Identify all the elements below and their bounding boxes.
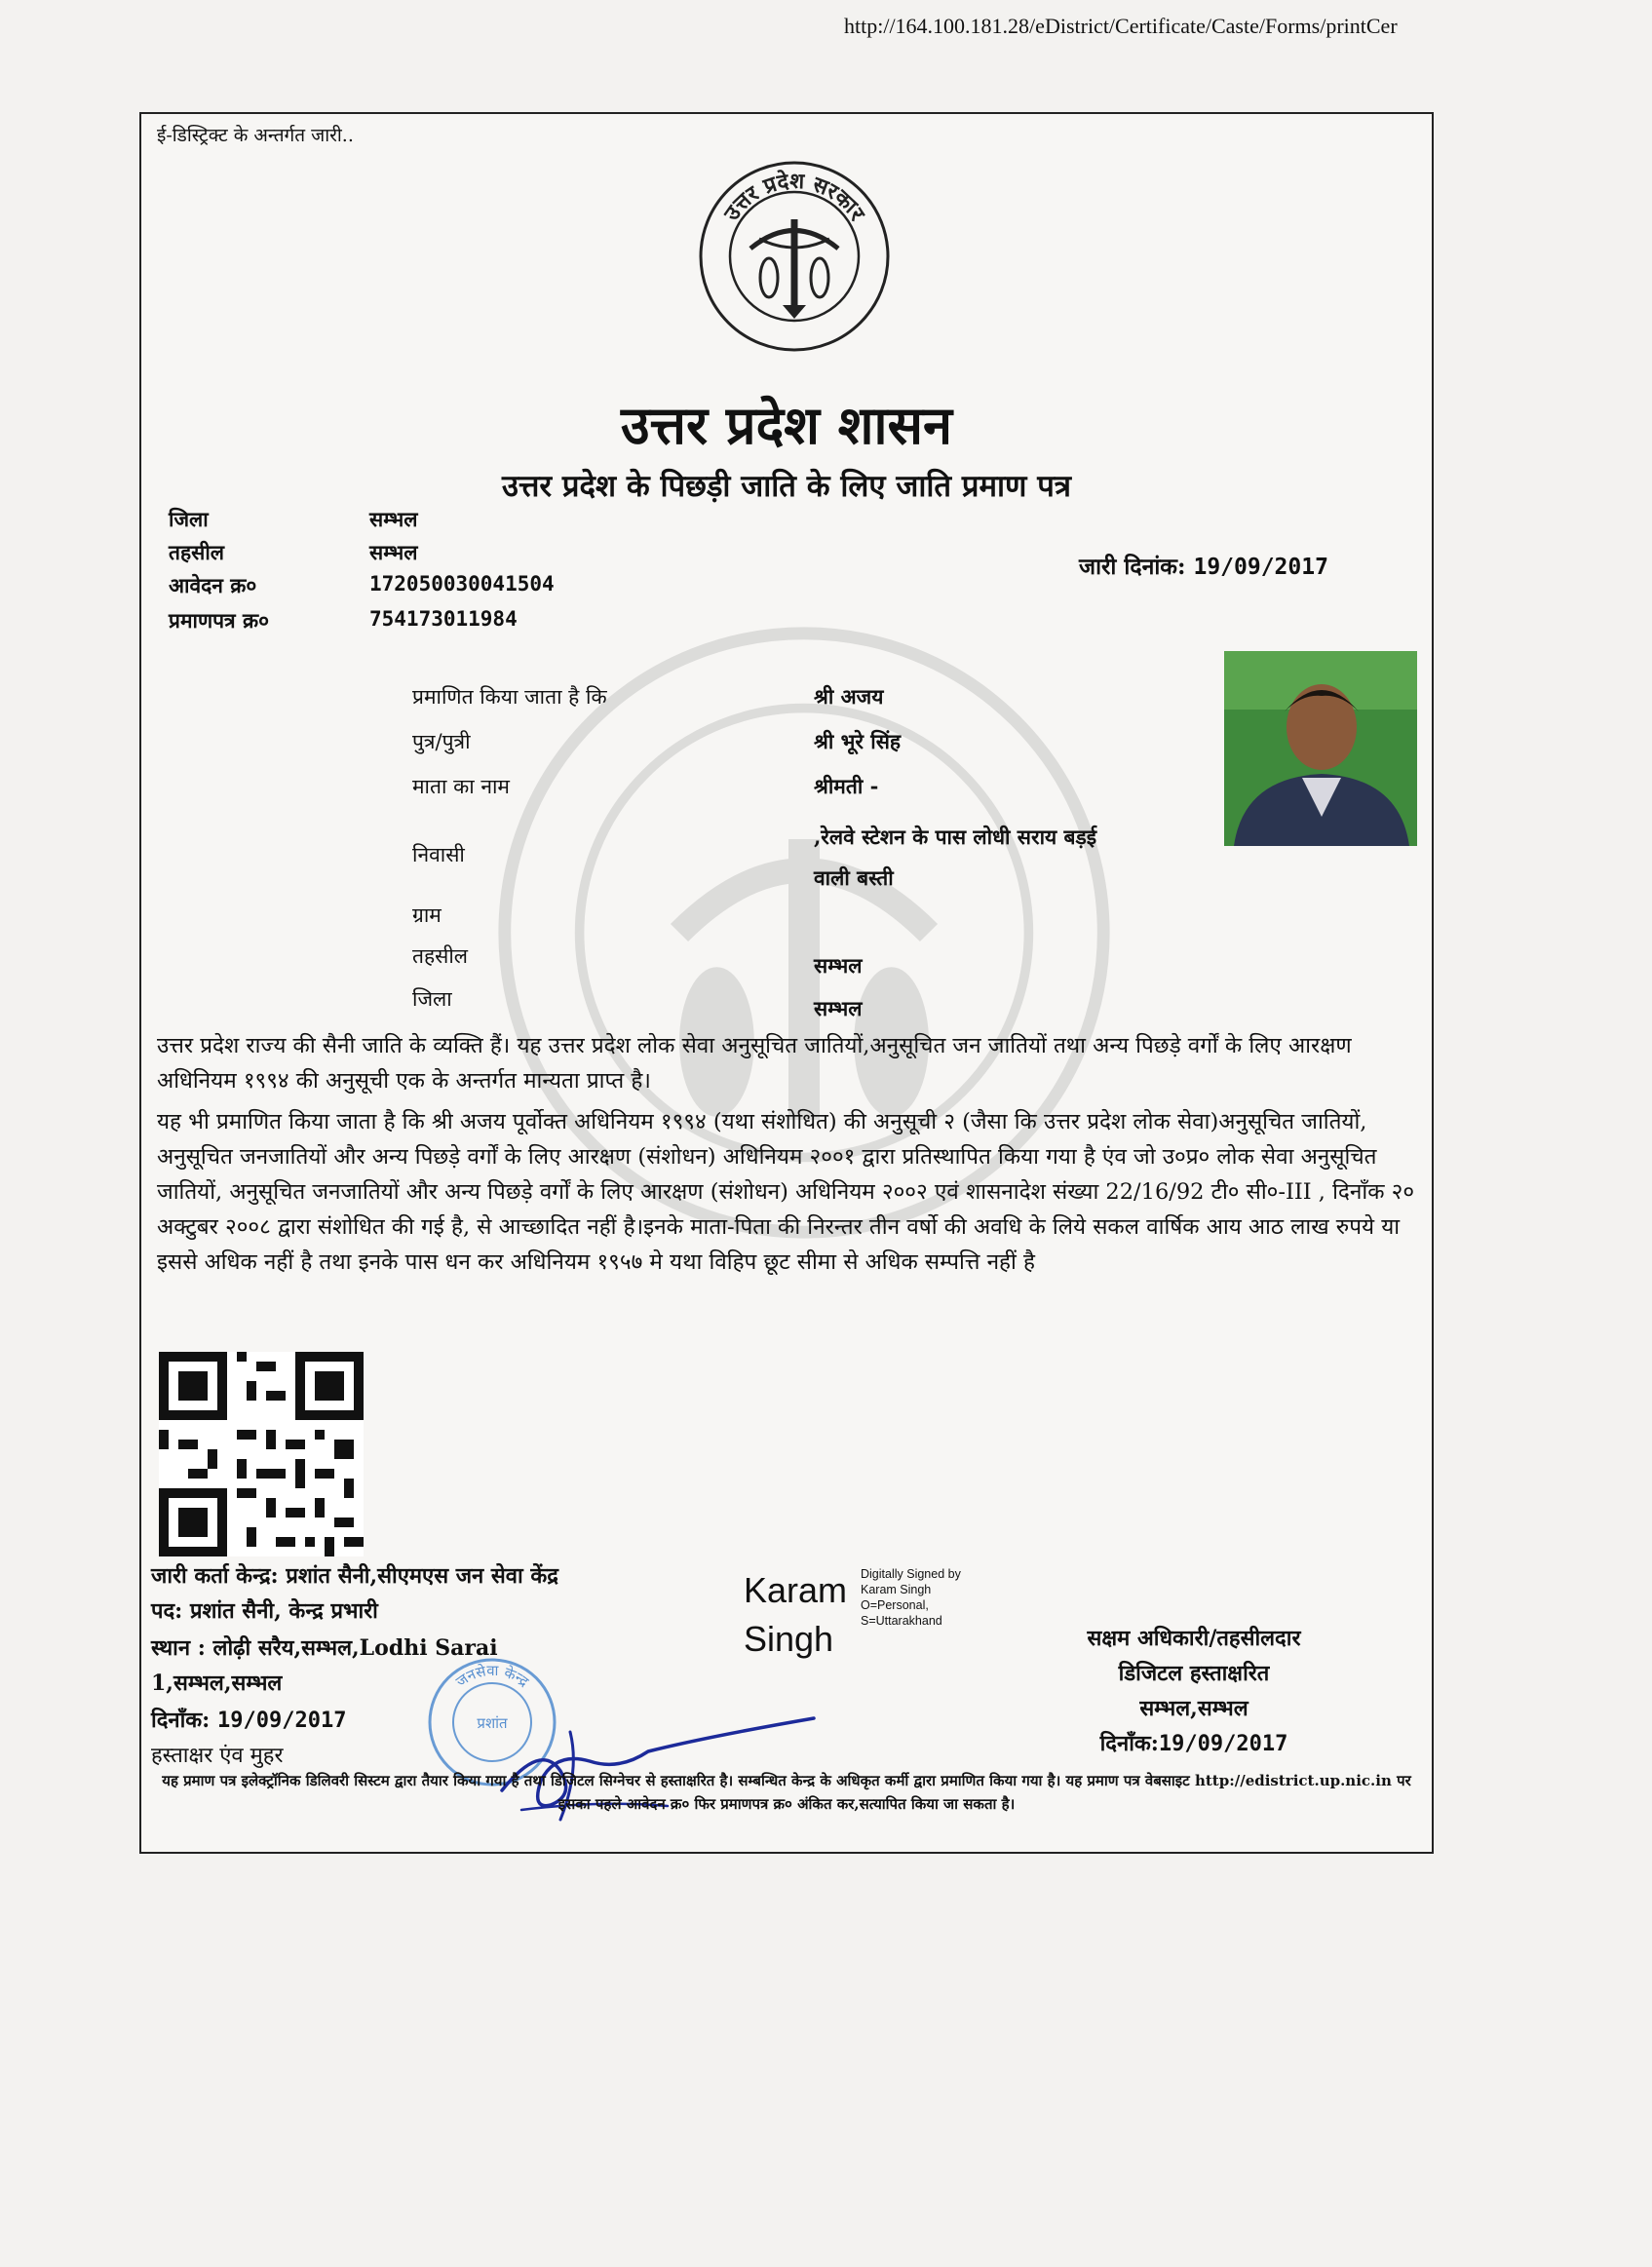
issuer-location: स्थान : लोढ़ी सरैय,सम्भल,Lodhi Sarai [151,1635,498,1661]
issuer-center: जारी कर्ता केन्द्र: प्रशांत सैनी,सीएमएस जन सेवा केंद्र [151,1563,558,1589]
application-label: आवेदन क्र० [169,573,257,597]
officer-digital-signed: डिजिटल हस्ताक्षरित [1118,1661,1270,1686]
officer-date-value: 19/09/2017 [1158,1732,1288,1756]
browser-url: http://164.100.181.28/eDistrict/Certificate/Caste/Forms/printCer [844,14,1398,38]
certified-label: प्रमाणित किया जाता है कि [412,685,607,709]
issue-date [1079,550,1328,581]
resident-address-line2: वाली बस्ती [814,865,894,890]
issuer-date [151,1705,346,1734]
stamp-text-center: प्रशांत [477,1714,508,1732]
issuer-date-value: 19/09/2017 [216,1709,347,1733]
signature-info-line: S=Uttarakhand [861,1614,942,1628]
certificate-label: प्रमाणपत्र क्र० [169,608,270,633]
tehsil-label: तहसील [169,540,224,564]
up-government-emblem-icon [697,159,892,354]
government-title: उत्तर प्रदेश शासन [621,394,952,456]
issued-under-note: ई-डिस्ट्रिक्ट के अन्तर्गत जारी.. [157,125,354,146]
sign-and-seal-label: हस्ताक्षर एंव मुहर [151,1744,284,1768]
issuer-designation: पद: प्रशांत सैनी, केन्द्र प्रभारी [151,1598,378,1624]
application-number: 172050030041504 [369,572,555,596]
district-label: जिला [169,507,209,531]
svg-text:उत्तर प्रदेश सरकार [718,168,870,226]
detail-tehsil-label: तहसील [412,944,468,968]
detail-tehsil-value: सम्भल [814,953,863,978]
officer-designation: सक्षम अधिकारी/तहसीलदार [1087,1626,1301,1651]
resident-address-line1: ,रेलवे स्टेशन के पास लोधी सराय बड़ई [814,825,1097,849]
emblem-text: उत्तर प्रदेश सरकार [718,168,870,226]
certificate [139,112,1434,1854]
verification-footnote: यह प्रमाण पत्र इलेक्ट्रॉनिक डिलिवरी सिस्टम द्वारा तैयार किया गया है तथा डिजिटल सिग्नेचर से हस्ताक्षरित है। सम्बन्धित केन्द्र के अधिकृत कर्मी द्वारा प्रमाणित किया गया है। यह प्रमाण पत्र वेबसाइट http://edistrict.up.nic.in पर इसका पहले आवेदन क्र० फिर प्रमाणपत्र क्र० अंकित कर,सत्यापित किया जा सकता है। [162,1772,1411,1813]
village-label: ग्राम [412,903,442,927]
certificate-title: उत्तर प्रदेश के पिछड़ी जाति के लिए जाति प्रमाण पत्र [502,469,1071,504]
signer-last-name: Singh [744,1619,834,1659]
officer-date [1009,1728,1379,1757]
son-label: पुत्र/पुत्री [412,730,471,753]
district-value: सम्भल [369,507,418,531]
tehsil-value: सम्भल [369,540,418,564]
creamy-layer-statement: यह भी प्रमाणित किया जाता है कि श्री अजय पूर्वोक्त अधिनियम १९९४ (यथा संशोधित) की अनुसूची २ (जैसा कि उत्तर प्रदेश लोक सेवा)अनुसूचित जातियों, अनुसूचित जनजातियों और अन्य पिछड़े वर्गों के लिए आरक्षण (संशोधन) अधिनियम २००१ द्वारा प्रतिस्थापित किया गया है एंव जो उ०प्र० लोक सेवा अनुसूचित जातियों, अनुसूचित जनजातियों और अन्य पिछड़े वर्गों के लिए आरक्षण (संशोधन) अधिनियम २००२ एवं शासनादेश संख्या 22/16/92 टी० सी०-III , दिनाँक २० अक्टुबर २००८ द्वारा संशोधित की गई है, से आच्छादित नहीं है।इनके माता-पिता की निरन्तर तीन वर्षो की अवधि के लिये सकल वार्षिक आय आठ लाख रुपये या इससे अधिक नहीं है तथा इनके पास धन कर अधिनियम १९५७ मे यथा विहिप छूट सीमा से अधिक सम्पत्ति नहीं है [157,1109,1415,1275]
certificate-number: 754173011984 [369,607,518,631]
detail-district-value: सम्भल [814,996,863,1020]
applicant-photo [1224,651,1417,846]
signature-info-line: Karam Singh [861,1583,932,1596]
issuer-date-label: दिनाँक: [151,1708,211,1733]
stamp-text-top: जनसेवा केन्द्र [452,1661,532,1691]
caste-statement: उत्तर प्रदेश राज्य की सैनी जाति के व्यक्ति हैं। यह उत्तर प्रदेश लोक सेवा अनुसूचित जातियों,अनुसूचित जन जातियों तथा अन्य पिछड़े वर्गों के लिए आरक्षण अधिनियम १९९४ की अनुसूची एक के अन्तर्गत मान्यता प्राप्त है। [157,1033,1352,1094]
signature-info-line: O=Personal, [861,1598,929,1612]
signer-first-name: Karam [744,1570,848,1610]
mother-name: श्रीमती - [814,774,879,798]
mother-label: माता का नाम [412,775,510,798]
father-name: श्री भूरे सिंह [814,729,902,753]
issuer-location-2: 1,सम्भल,सम्भल [151,1671,283,1696]
digital-signature-info [861,1566,961,1629]
issue-date-label: जारी दिनांक: [1079,554,1186,580]
detail-district-label: जिला [412,987,452,1011]
digital-signature-name [744,1566,847,1664]
qr-code [159,1352,364,1556]
issue-date-value: 19/09/2017 [1193,555,1328,580]
resident-label: निवासी [412,843,465,866]
officer-date-label: दिनाँक: [1099,1731,1159,1756]
applicant-name: श्री अजय [814,684,884,709]
officer-location: सम्भल,सम्भल [1139,1696,1249,1721]
signature-info-line: Digitally Signed by [861,1567,961,1581]
